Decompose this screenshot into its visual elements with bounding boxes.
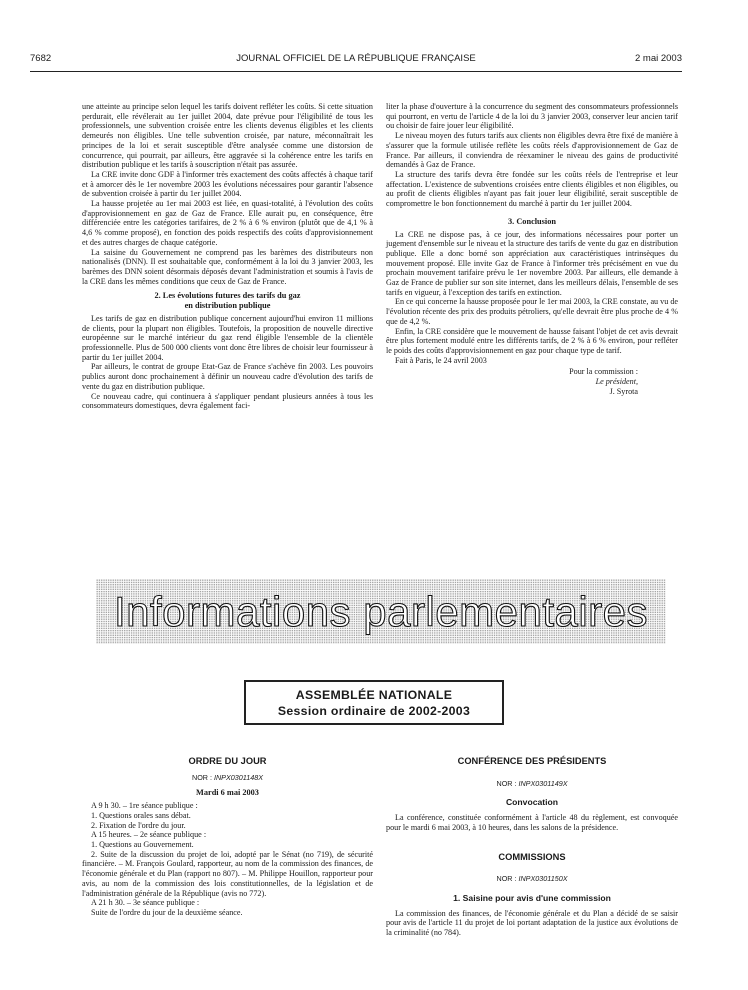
section-heading-line: 2. Les évolutions futures des tarifs du gaz [154, 291, 301, 301]
commissions-heading: COMMISSIONS [498, 851, 566, 862]
paragraph: Ce nouveau cadre, qui continuera à s'appliquer pendant plusieurs années à tous les consommateurs domestiques, devra également faci- [82, 391, 373, 411]
session-title: Session ordinaire de 2002-2003 [277, 704, 471, 718]
ordre-du-jour-column [82, 757, 373, 918]
nor-code: INPX0301148X [213, 772, 263, 782]
sitting-date: Mardi 6 mai 2003 [196, 788, 259, 798]
nor-label: NOR : [496, 778, 517, 788]
section-banner [96, 579, 666, 644]
conference-heading: CONFÉRENCE DES PRÉSIDENTS [457, 756, 607, 766]
paragraph: Les tarifs de gaz en distribution publique concernent aujourd'hui environ 11 millions de clients, pour la plupart non éligibles. Toutefois, la proposition de nouvelle directive européenne sur le marché intérieur du gaz rend éligible l'ensemble de la clientèle professionnelle. Plus de 500 000 clients vont donc être libres de choisir leur fournisseur à partir du 1er juillet 2004. [82, 313, 373, 362]
nor-code: INPX0301150X [518, 874, 568, 884]
paragraph: La CRE invite donc GDF à l'informer très exactement des coûts affectés à chaque tarif et à amorcer dès le 1er novembre 2003 les évolutions nécessaires pour garantir l'absence de subvention croisée à partir du 1er juillet 2004. [82, 169, 373, 199]
assembly-box [244, 680, 504, 725]
signature-name: J. Syrota [609, 386, 638, 396]
agenda-item: 2. Fixation de l'ordre du jour. [91, 820, 186, 830]
nor-reference [386, 874, 678, 884]
agenda-item: A 9 h 30. – 1re séance publique : [91, 801, 198, 811]
signature-line: Pour la commission : [569, 367, 638, 377]
banner-title: Informations parlementaires [113, 588, 649, 635]
nor-label: NOR : [496, 874, 517, 884]
convocation-heading: Convocation [505, 797, 559, 808]
page-number: 7682 [30, 53, 52, 64]
saisine-text: La commission des finances, de l'économie générale et du Plan a décidé de se saisir pour avis de l'article 11 du projet de loi portant adaptation de la justice aux évolutions de la criminalité (no 784). [386, 908, 678, 938]
paragraph: La hausse projetée au 1er mai 2003 est liée, en quasi-totalité, à l'évolution des coûts d'approvisionnement en gaz de Gaz de France. Elle aurait pu, en conséquence, être différenciée entre les catégories tarifaires, de 2 % à 6 % environ (plutôt que de 4,1 % à 4,6 % comme proposé), en fonction des poids respectifs des coûts d'approvisionnement et des autres charges de chaque catégorie. [82, 199, 373, 247]
left-text-column [82, 102, 373, 411]
issue-date: 2 mai 2003 [634, 53, 682, 64]
paragraph: La structure des tarifs devra être fondée sur les coûts réels de l'entreprise et leur affectation. L'existence de subventions croisées entre clients éligibles et non éligibles, ou au profit de clients éligibles n'ayant pas fait jouer leur éligibilité, serait susceptible de compromettre le bon fonctionnement du marché à partir du 1er juillet 2004. [386, 169, 678, 209]
paragraph: Enfin, la CRE considère que le mouvement de hausse faisant l'objet de cet avis devrait être plus fortement modulé entre les différents tarifs, de 2 % à 6 % environ, pour refléter le poids des coûts d'approvisionnement en gaz pour chaque type de tarif. [386, 326, 678, 355]
ordre-du-jour-heading: ORDRE DU JOUR [188, 756, 267, 766]
paragraph: Le niveau moyen des futurs tarifs aux clients non éligibles devra être fixé de manière à s'assurer que la formule utilisée reflète les coûts réels d'approvisionnement de Gaz de France. Par ailleurs, il conviendra de réexaminer le niveau des gains de productivité demandés à Gaz de France. [386, 131, 678, 170]
convocation-text: La conférence, constituée conformément à l'article 48 du règlement, est convoquée pour le mardi 6 mai 2003, à 10 heures, dans les salons de la présidence. [386, 813, 678, 832]
paragraph: La CRE ne dispose pas, à ce jour, des informations nécessaires pour porter un jugement d'ensemble sur le niveau et la structure des tarifs de vente du gaz en distribution publique. Elle a donc borné son appréciation aux caractéristiques intrinsèques du mouvement proposé. Elle invite Gaz de France à l'informer très précisément en vue du prochain mouvement tarifaire prévu le 1er novembre 2003. Par ailleurs, elle demande à Gaz de France de publier sur son site internet, dans les meilleurs délais, l'ensemble de ses tarifs en vigueur, à l'exception des tarifs en extinction. [386, 229, 678, 297]
header-rule [30, 71, 682, 72]
paragraph: En ce qui concerne la hausse proposée pour le 1er mai 2003, la CRE constate, au vu de l'évolution récente des prix des produits pétroliers, qu'elle devrait être plus proche de 4 % que de 4,2 %. [386, 297, 678, 326]
paragraph: liter la phase d'ouverture à la concurrence du segment des consommateurs professionnels qui pourront, en vertu de l'article 4 de la loi du 3 janvier 2003, conserver leur ancien tarif ou choisir de faire jouer leur éligibilité. [386, 102, 678, 131]
conference-column [386, 757, 678, 938]
signature-title: Le président, [595, 377, 638, 387]
section-heading [82, 291, 373, 311]
nor-reference [386, 779, 678, 789]
paragraph: La saisine du Gouvernement ne comprend pas les barèmes des distributeurs non nationalisés (DNN). Il est souhaitable que, conformément à la loi du 3 janvier 2003, les barèmes des DNN soient désormais déposés devant l'administration et soumis à l'avis de la CRE dans les mêmes conditions que ceux de Gaz de France. [82, 247, 373, 286]
agenda-item: 1. Questions au Gouvernement. [91, 840, 194, 850]
agenda-item: 1. Questions orales sans débat. [91, 810, 191, 820]
done-at: Fait à Paris, le 24 avril 2003 [395, 355, 487, 365]
right-text-column [386, 102, 678, 396]
agenda-item: 2. Suite de la discussion du projet de loi, adopté par le Sénat (no 719), de sécurité financière. – M. François Goulard, rapporteur, au nom de la commission des finances, de l'économie générale et du Plan (rapport no 807). – M. Philippe Houillon, rapporteur pour avis, au nom de la commission des lois constitutionnelles, de la législation et de l'administration générale de la République (avis no 772). [82, 849, 373, 898]
paragraph: une atteinte au principe selon lequel les tarifs doivent refléter les coûts. Si cette situation perdurait, elle révélerait au 1er juillet 2004, date prévue pour l'éligibilité de tous les professionnels, une subvention croisée entre les clients devenus éligibles et les clients demeurés non éligibles. Une telle subvention croisée, par nature, méconnaîtrait les principes de la loi et serait susceptible d'être analysée comme une distorsion de concurrence, qui pourrait, par ailleurs, être aggravée si la cohérence entre les tarifs en distribution publique et les tarifs à souscription n'était pas assurée. [82, 102, 373, 170]
nor-reference [82, 773, 373, 783]
section-heading: 3. Conclusion [508, 216, 556, 226]
paragraph: Par ailleurs, le contrat de groupe Etat-Gaz de France s'achève fin 2003. Les pouvoirs publics auront donc prochainement à définir un nouveau cadre d'évolution des tarifs de vente du gaz en distribution publique. [82, 362, 373, 391]
agenda-item: A 15 heures. – 2e séance publique : [91, 830, 207, 840]
journal-title: JOURNAL OFFICIEL DE LA RÉPUBLIQUE FRANÇAISE [236, 53, 476, 64]
nor-label: NOR : [192, 772, 212, 782]
assembly-title: ASSEMBLÉE NATIONALE [295, 688, 453, 702]
section-heading-line: en distribution publique [184, 301, 271, 311]
agenda-item: Suite de l'ordre du jour de la deuxième séance. [91, 907, 243, 917]
nor-code: INPX0301149X [518, 778, 568, 788]
agenda-item: A 21 h 30. – 3e séance publique : [91, 898, 200, 908]
page-header [30, 53, 682, 69]
signature-block [386, 367, 678, 396]
saisine-heading: 1. Saisine pour avis d'une commission [453, 892, 611, 903]
